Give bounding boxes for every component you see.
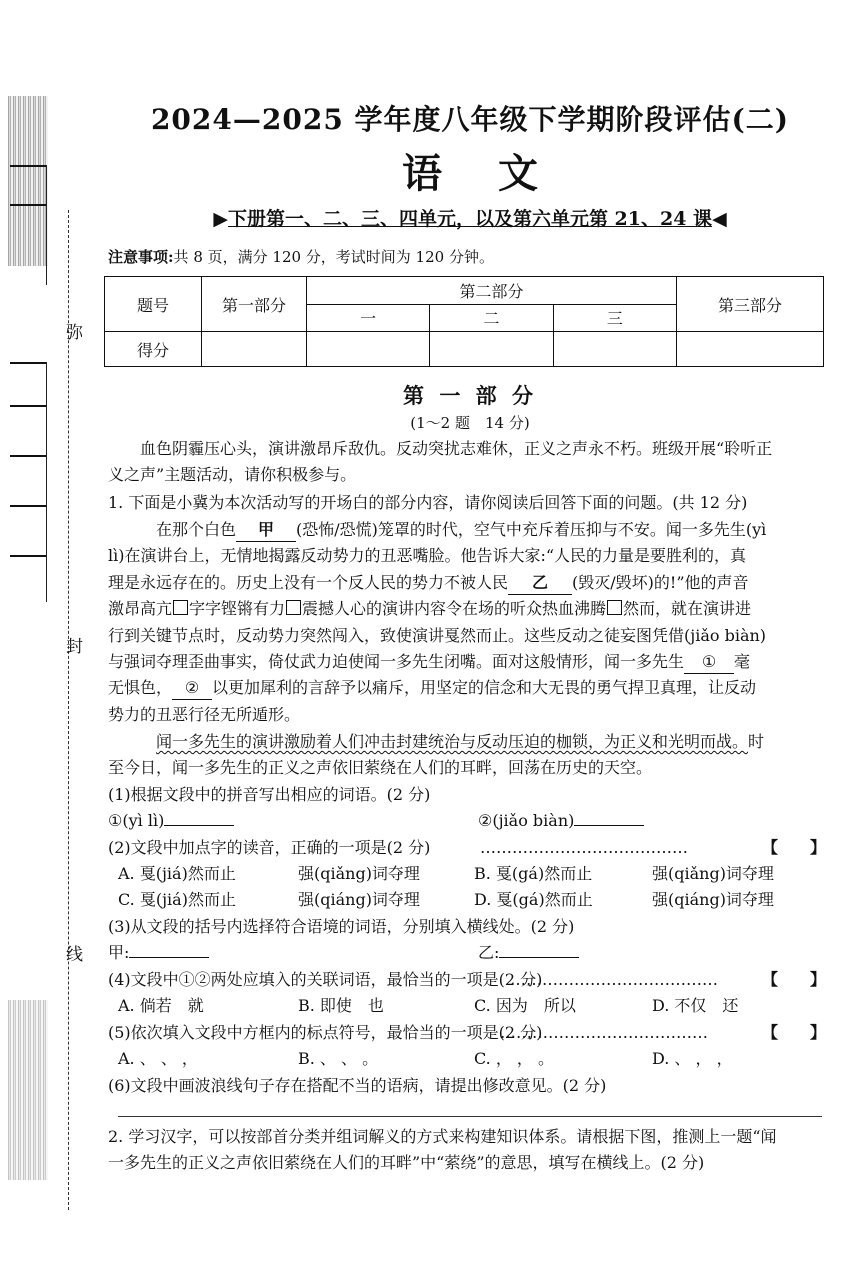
passage-line: 势力的丑恶行径无所遁形。 <box>108 705 301 724</box>
intro-line: 义之声”主题活动，请你积极参与。 <box>108 465 357 484</box>
q2-line: 2. 学习汉字，可以按部首分类并组词解义的方式来构建知识体系。请根据下图，推测上一题“闻 <box>108 1127 777 1146</box>
option: B. 戛(gá)然而止 <box>474 864 593 883</box>
passage-text: 然而，就在演讲进 <box>623 599 752 618</box>
option: C. 戛(jiá)然而止 <box>118 890 236 909</box>
answer-bracket[interactable]: 【 】 <box>762 1023 827 1042</box>
sub-question-3: (3)从文段的括号内选择符合语境的词语，分别填入横线处。(2 分) <box>108 917 575 936</box>
passage-line: 行到关键节点时，反动势力突然闯入，致使演讲戛然而止。这些反动之徒妄图凭借(jiǎo biàn) <box>108 626 767 645</box>
th-part2-sub1: 一 <box>307 304 430 332</box>
exam-notice <box>108 246 494 267</box>
answer-bracket[interactable]: 【 】 <box>762 970 827 989</box>
passage-text: 毫 <box>734 652 751 671</box>
passage-line: lì)在演讲台上，无情地揭露反动势力的丑恶嘴脸。他告诉大家:“人民的力量是要胜利的，真 <box>108 546 747 565</box>
sub-question-6: (6)文段中画波浪线句子存在搭配不当的语病，请提出修改意见。(2 分) <box>108 1076 607 1095</box>
passage-text: 时 <box>748 732 765 751</box>
option: 强(qiǎng)词夺理 <box>652 864 774 883</box>
answer-bracket[interactable]: 【 】 <box>762 838 827 857</box>
sub1-b <box>478 810 644 832</box>
seal-char-xian: 线 <box>66 945 83 965</box>
option: 强(qiáng)词夺理 <box>652 890 774 909</box>
passage-line <box>108 598 751 620</box>
passage-line: 至今日，闻一多先生的正义之声依旧萦绕在人们的耳畔，回荡在历史的天空。 <box>108 758 653 777</box>
option: 强(qiáng)词夺理 <box>298 890 420 909</box>
th-part2-sub2: 二 <box>430 304 553 332</box>
th-part1: 第一部分 <box>202 277 307 332</box>
passage-text: (恐怖/恐慌)笼罩的时代，空气中充斥着压抑与不安。闻一多先生(yì <box>296 520 767 539</box>
option: D. 、 ， ， <box>652 1049 733 1068</box>
sub1-b-label: ②(jiǎo biàn) <box>478 811 575 830</box>
punct-box <box>607 600 622 615</box>
binding-strip <box>0 0 100 1285</box>
option: A. 戛(jiá)然而止 <box>118 864 236 883</box>
notice-text: 共 8 页，满分 120 分，考试时间为 120 分钟。 <box>173 248 494 266</box>
sub-question-2: (2)文段中加点字的读音，正确的一项是(2 分) <box>108 838 431 857</box>
section-title: 第 一 部 分 <box>403 383 537 408</box>
exam-scope: ▶下册第一、二、三、四单元，以及第六单元第 21、24 课◀ <box>213 208 727 230</box>
sub3-yi <box>478 942 579 964</box>
option: A. 、 、 ， <box>118 1049 198 1068</box>
passage-text: 激昂高亢 <box>108 599 173 618</box>
scan-noise <box>8 1000 48 1180</box>
option: B. 即使 也 <box>298 996 384 1015</box>
th-question: 题号 <box>105 277 202 332</box>
wavy-sentence: 闻一多先生的演讲激励着人们冲击封建统治与反动压迫的枷锁，为正义和光明而战。 <box>156 732 749 751</box>
answer-blank[interactable] <box>499 957 579 958</box>
answer-blank[interactable] <box>574 825 644 826</box>
score-cell-part2-2[interactable] <box>430 332 553 367</box>
binding-rule <box>10 165 46 167</box>
passage-text: 震撼人心的演讲内容令在场的听众热血沸腾 <box>302 599 607 618</box>
option: C. 因为 所以 <box>474 996 576 1015</box>
binding-rule <box>10 455 46 457</box>
passage-text: 无惧色， <box>108 678 173 697</box>
score-cell-part3[interactable] <box>677 332 824 367</box>
blank-jia: 甲 <box>236 519 296 542</box>
binding-rule <box>46 362 47 602</box>
seal-char-feng: 封 <box>66 637 83 657</box>
scope-text: 下册第一、二、三、四单元，以及第六单元第 21、24 课 <box>227 208 713 230</box>
sub1-a-label: ①(yì lì) <box>108 811 165 830</box>
option: A. 倘若 就 <box>118 996 204 1015</box>
binding-rule <box>46 165 47 285</box>
th-part2: 第二部分 <box>307 277 677 305</box>
passage-line <box>108 651 750 674</box>
binding-rule <box>10 505 46 507</box>
option: D. 不仅 还 <box>652 996 739 1015</box>
notice-label: 注意事项: <box>108 248 174 266</box>
sub3-jia-label: 甲: <box>108 943 130 962</box>
sub-question-5: (5)依次填入文段中方框内的标点符号，最恰当的一项是(2 分) <box>108 1023 543 1042</box>
q2-line: 一多先生的正义之声依旧萦绕在人们的耳畔”中“萦绕”的意思，填写在横线上。(2 分) <box>108 1153 705 1172</box>
answer-blank[interactable] <box>129 957 209 958</box>
option: D. 戛(gá)然而止 <box>474 890 593 909</box>
passage-text: 字字铿锵有力 <box>189 599 286 618</box>
binding-rule <box>10 204 46 206</box>
leader-dots: ………………………………… <box>510 970 718 989</box>
score-table <box>104 276 824 367</box>
section-subtitle: (1～2 题 14 分) <box>410 414 530 432</box>
passage-line <box>108 572 749 595</box>
option: B. 、 、 。 <box>298 1049 379 1068</box>
passage-text: (毁灭/毁坏)的!”他的声音 <box>572 573 749 592</box>
passage-line <box>108 677 756 700</box>
sub-question-4: (4)文段中①②两处应填入的关联词语，最恰当的一项是(2 分) <box>108 970 543 989</box>
score-cell-part2-3[interactable] <box>553 332 676 367</box>
option: C. ， ， 。 <box>474 1049 555 1068</box>
punct-box <box>286 600 301 615</box>
sub3-jia <box>108 942 209 964</box>
sub1-a <box>108 810 234 832</box>
intro-line: 血色阴霾压心头，演讲激昂斥敌仇。反动突扰志难休，正义之声永不朽。班级开展“聆听正 <box>140 439 773 458</box>
answer-blank[interactable] <box>164 825 234 826</box>
sub3-yi-label: 乙: <box>478 943 500 962</box>
passage-text: 以更加犀利的言辞予以痛斥，用坚定的信念和大无畏的勇气捍卫真理，让反动 <box>212 678 757 697</box>
score-cell-part1[interactable] <box>202 332 307 367</box>
answer-line[interactable] <box>118 1116 822 1117</box>
blank-yi: 乙 <box>508 572 572 595</box>
binding-rule <box>10 362 46 364</box>
passage-text: 在那个白色 <box>156 520 237 539</box>
passage-text: 理是永远存在的。历史上没有一个反人民的势力不被人民 <box>108 573 509 592</box>
exam-subject: 语文 <box>402 150 594 197</box>
row-score-label: 得分 <box>105 332 202 367</box>
th-part2-sub3: 三 <box>553 304 676 332</box>
blank-2: ② <box>172 677 212 700</box>
cut-line <box>68 210 69 1210</box>
passage-line <box>156 731 764 753</box>
option: 强(qiǎng)词夺理 <box>298 864 420 883</box>
q1-stem: 1. 下面是小冀为本次活动写的开场白的部分内容，请你阅读后回答下面的问题。(共 12 分) <box>108 493 748 512</box>
score-cell-part2-1[interactable] <box>307 332 430 367</box>
blank-1: ① <box>684 651 734 674</box>
binding-rule <box>10 405 46 407</box>
scan-noise <box>8 96 48 266</box>
punct-box <box>173 600 188 615</box>
passage-text: 与强词夺理歪曲事实，倚仗武力迫使闻一多先生闭嘴。面对这般情形，闻一多先生 <box>108 652 685 671</box>
leader-dots: ………………………………… <box>480 838 688 857</box>
exam-title: 2024—2025 学年度八年级下学期阶段评估(二) <box>150 103 790 136</box>
passage-line <box>156 519 766 542</box>
leader-dots: ………………………………… <box>500 1023 708 1042</box>
binding-rule <box>10 555 46 557</box>
sub-question-1: (1)根据文段中的拼音写出相应的词语。(2 分) <box>108 785 431 804</box>
th-part3: 第三部分 <box>677 277 824 332</box>
seal-char-mi: 弥 <box>66 323 83 343</box>
